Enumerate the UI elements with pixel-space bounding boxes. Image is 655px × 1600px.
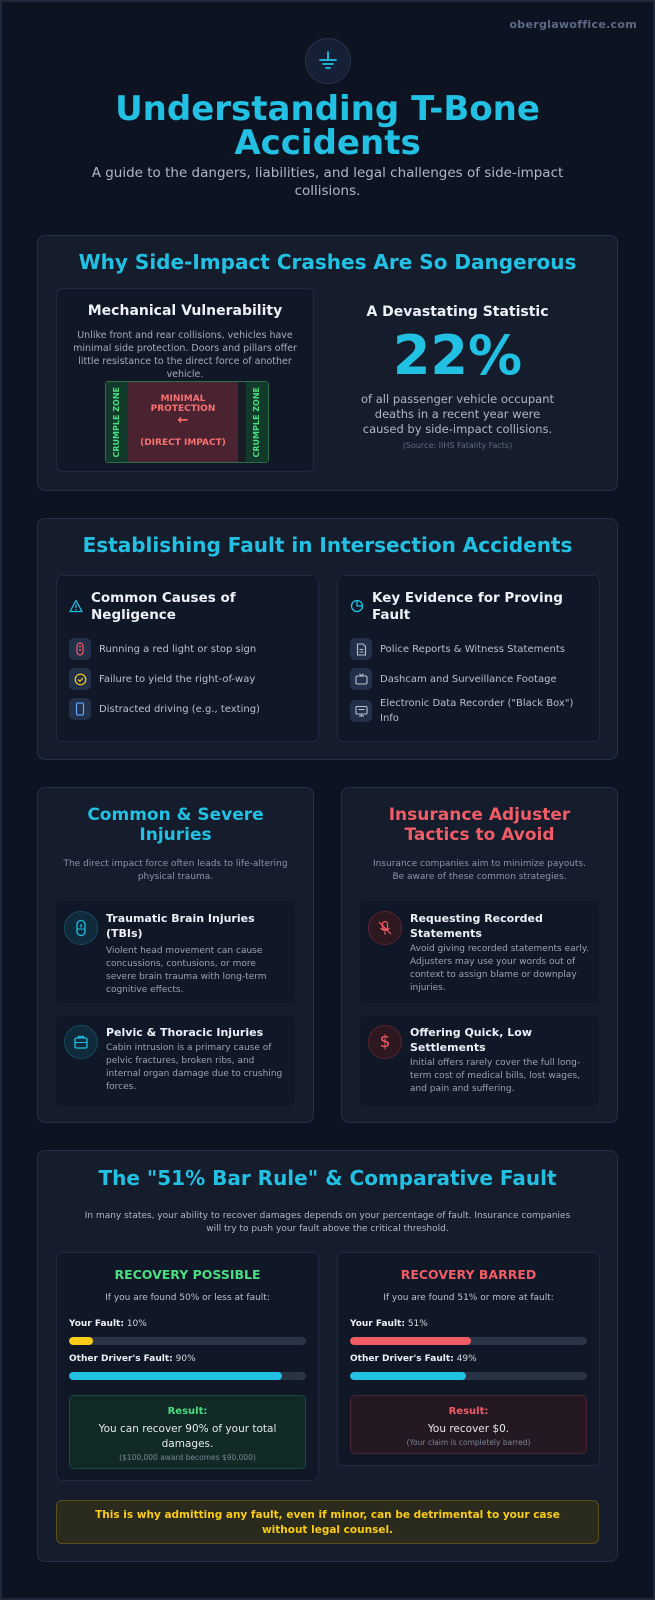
result-text: You recover $0. <box>427 1423 510 1435</box>
injury-text: Violent head movement can cause concussions, contusions, or more severe brain trauma with long-term cognitive effects. <box>106 946 267 995</box>
rule-subtitle: In many states, your ability to recover damages depends on your percentage of fault. Insurance companies will try to push your fault above the critical threshold. <box>84 1211 571 1234</box>
recovery-possible-title: RECOVERY POSSIBLE <box>114 1267 261 1282</box>
tactics-section <box>341 787 618 1123</box>
stat-value: 22% <box>392 324 523 387</box>
other-fault-bar <box>350 1372 587 1380</box>
result-label: Result: <box>167 1406 208 1417</box>
door-pillar <box>238 382 246 462</box>
result-note: ($100,000 award becomes $90,000) <box>119 1453 256 1462</box>
tactic-item-recorded <box>360 901 599 1003</box>
injuries-section <box>37 787 314 1123</box>
tactic-title: Offering Quick, Low Settlements <box>410 1026 532 1054</box>
stat-title: A Devastating Statistic <box>366 304 549 320</box>
causes-title: Common Causes of Negligence <box>91 590 236 623</box>
list-item: Electronic Data Recorder ("Black Box") Info <box>350 696 591 726</box>
ground-icon <box>305 38 351 84</box>
impact-arrow-icon: ← <box>177 413 189 428</box>
page-subtitle: A guide to the dangers, liabilities, and legal challenges of side-impact collisions. <box>91 165 564 199</box>
other-fault-label: Other Driver's Fault: 90% <box>69 1354 196 1364</box>
phone-icon <box>69 698 91 720</box>
fault-title: Establishing Fault in Intersection Accidents <box>82 533 573 557</box>
recovery-possible-subtitle: If you are found 50% or less at fault: <box>105 1293 270 1303</box>
list-item: Dashcam and Surveillance Footage <box>350 668 591 690</box>
injury-item-pelvic <box>56 1015 295 1106</box>
stat-text: of all passenger vehicle occupant deaths in a recent year were caused by side-impact collisions. <box>360 392 554 436</box>
left-crumple-zone: CRUMPLE ZONE <box>106 382 128 462</box>
other-fault-bar <box>69 1372 306 1380</box>
causes-card <box>56 575 319 742</box>
yield-check-icon <box>69 668 91 690</box>
evidence-title: Key Evidence for Proving Fault <box>372 590 563 623</box>
minimal-protection-zone <box>128 382 238 462</box>
first-aid-icon <box>64 1025 98 1059</box>
list-item: Police Reports & Witness Statements <box>350 638 591 660</box>
pie-chart-icon <box>350 598 364 617</box>
danger-title: Why Side-Impact Crashes Are So Dangerous <box>78 250 577 274</box>
evidence-card <box>337 575 600 742</box>
your-fault-bar <box>350 1337 587 1345</box>
rule-title: The "51% Bar Rule" & Comparative Fault <box>98 1166 557 1190</box>
injuries-subtitle: The direct impact force often leads to life-altering physical trauma. <box>63 859 288 882</box>
recovery-barred-card <box>337 1252 600 1466</box>
minimal-protection-label: MINIMAL PROTECTION <box>150 394 216 414</box>
document-icon <box>350 638 372 660</box>
recovery-barred-title: RECOVERY BARRED <box>400 1267 537 1282</box>
mechanical-title: Mechanical Vulnerability <box>87 303 283 319</box>
tactic-title: Requesting Recorded Statements <box>410 912 543 940</box>
injury-title: Pelvic & Thoracic Injuries <box>106 1026 264 1039</box>
stat-source: (Source: IIHS Fatality Facts) <box>402 441 513 450</box>
dollar-icon: $ <box>368 1025 402 1059</box>
site-url[interactable]: oberglawoffice.com <box>509 18 637 31</box>
injury-text: Cabin intrusion is a primary cause of pelvic fractures, broken ribs, and internal organ damage due to crushing forces. <box>106 1043 283 1092</box>
tactic-item-settlement <box>360 1015 599 1106</box>
warning-icon <box>69 598 83 617</box>
result-note: (Your claim is completely barred) <box>406 1438 531 1447</box>
tactic-text: Initial offers rarely cover the full long-term cost of medical bills, lost wages, and pain and suffering. <box>410 1058 581 1094</box>
your-fault-label: Your Fault: 51% <box>350 1319 428 1329</box>
tactic-text: Avoid giving recorded statements early. Adjusters may use your words out of context to assign blame or downplay injuries. <box>410 944 589 993</box>
mechanical-text: Unlike front and rear collisions, vehicles have minimal side protection. Doors and pillars offer little resistance to the direct force of another vehicle. <box>73 330 297 380</box>
brain-icon <box>64 911 98 945</box>
tactics-subtitle: Insurance companies aim to minimize payouts. Be aware of these common strategies. <box>372 859 586 882</box>
injury-title: Traumatic Brain Injuries (TBIs) <box>106 912 255 940</box>
list-item: Distracted driving (e.g., texting) <box>69 698 310 720</box>
list-item: Failure to yield the right-of-way <box>69 668 310 690</box>
other-fault-label: Other Driver's Fault: 49% <box>350 1354 477 1364</box>
recorder-icon <box>350 700 372 722</box>
right-crumple-zone: CRUMPLE ZONE <box>246 382 268 462</box>
mechanical-vulnerability-card <box>56 288 314 472</box>
direct-impact-label: (DIRECT IMPACT) <box>140 438 226 448</box>
injuries-title: Common & Severe Injuries <box>87 805 264 845</box>
page-title: Understanding T-Bone Accidents <box>115 89 540 163</box>
your-fault-bar <box>69 1337 306 1345</box>
injury-item-tbi <box>56 901 295 1003</box>
result-label: Result: <box>448 1406 489 1417</box>
traffic-light-icon <box>69 638 91 660</box>
side-impact-diagram <box>105 381 269 463</box>
camera-icon <box>350 668 372 690</box>
your-fault-label: Your Fault: 10% <box>69 1319 147 1329</box>
fault-warning-banner: This is why admitting any fault, even if minor, can be detrimental to your case without legal counsel. <box>56 1500 599 1544</box>
result-text: You can recover 90% of your total damages. <box>98 1423 277 1450</box>
list-item: Running a red light or stop sign <box>69 638 310 660</box>
tactics-title: Insurance Adjuster Tactics to Avoid <box>388 805 571 845</box>
recovery-barred-subtitle: If you are found 51% or more at fault: <box>383 1293 554 1303</box>
recovery-possible-card <box>56 1252 319 1481</box>
mic-off-icon <box>368 911 402 945</box>
recovery-possible-result <box>69 1395 306 1469</box>
recovery-barred-result <box>350 1395 587 1454</box>
